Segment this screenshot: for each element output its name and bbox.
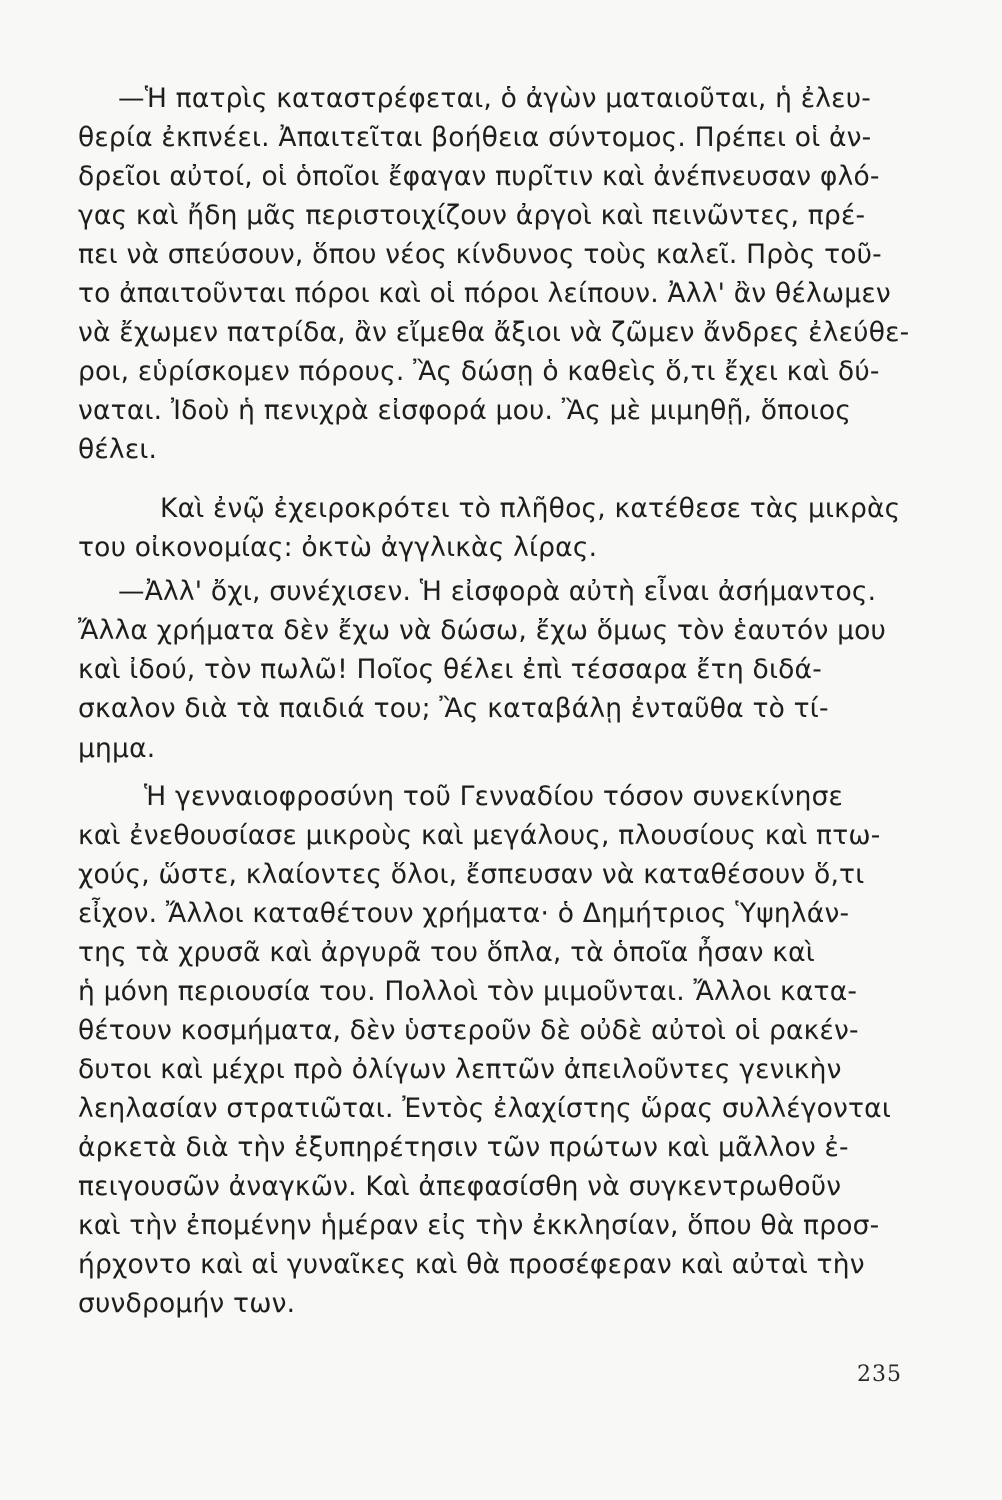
text-line: του οἰκονομίας: ὀκτὼ ἀγγλικὰς λίρας. (78, 532, 598, 563)
text-line: ἀρκετὰ διὰ τὴν ἐξυπηρέτησιν τῶν πρώτων καὶ μᾶλλον ἐ- (78, 1132, 849, 1163)
text-line: θέλει. (78, 434, 158, 465)
text-line: πειγουσῶν ἀναγκῶν. Καὶ ἀπεφασίσθη νὰ συγκεντρωθοῦν (78, 1171, 842, 1202)
text-line: εἶχον. Ἄλλοι καταθέτουν χρήματα· ὁ Δημήτριος Ὑψηλάν- (78, 898, 850, 929)
text-line: θέτουν κοσμήματα, δὲν ὑστεροῦν δὲ οὐδὲ αὐτοὶ οἱ ρακέν- (78, 1015, 859, 1046)
text-line: πει νὰ σπεύσουν, ὅπου νέος κίνδυνος τοὺς καλεῖ. Πρὸς τοῦ- (78, 239, 882, 270)
text-line: Ἄλλα χρήματα δὲν ἔχω νὰ δώσω, ἔχω ὅμως τὸν ἑαυτόν μου (78, 615, 887, 646)
text-line: σκαλον διὰ τὰ παιδιά του; Ἂς καταβάλῃ ἐνταῦθα τὸ τί- (78, 693, 829, 724)
text-line: —Ἡ πατρὶς καταστρέφεται, ὁ ἀγὼν ματαιοῦται, ἡ ἐλευ- (118, 83, 872, 114)
text-line: δρεῖοι αὐτοί, οἱ ὁποῖοι ἔφαγαν πυρῖτιν καὶ ἀνέπνευσαν φλό- (78, 161, 880, 192)
text-line: Ἡ γενναιοφροσύνη τοῦ Γενναδίου τόσον συνεκίνησε (144, 781, 844, 812)
text-line: Καὶ ἐνῷ ἐχειροκρότει τὸ πλῆθος, κατέθεσε τὰς μικρὰς (160, 493, 901, 524)
text-line: καὶ ἰδού, τὸν πωλῶ! Ποῖος θέλει ἐπὶ τέσσαρα ἔτη διδά- (78, 654, 822, 685)
text-line: της τὰ χρυσᾶ καὶ ἀργυρᾶ του ὅπλα, τὰ ὁποῖα ἦσαν καὶ (78, 937, 815, 968)
text-line: λεηλασίαν στρατιῶται. Ἐντὸς ἐλαχίστης ὥρας συλλέγονται (78, 1093, 892, 1124)
text-line: δυτοι καὶ μέχρι πρὸ ὀλίγων λεπτῶν ἀπειλοῦντες γενικὴν (78, 1054, 842, 1085)
text-line: ναται. Ἰδοὺ ἡ πενιχρὰ εἰσφορά μου. Ἂς μὲ μιμηθῇ, ὅποιος (78, 395, 852, 426)
text-line: μημα. (78, 733, 156, 764)
text-line: θερία ἐκπνέει. Ἀπαιτεῖται βοήθεια σύντομος. Πρέπει οἱ ἀν- (78, 122, 872, 153)
text-line: καὶ ἐνεθουσίασε μικροὺς καὶ μεγάλους, πλουσίους καὶ πτω- (78, 820, 881, 851)
text-line: ήρχοντο καὶ αἱ γυναῖκες καὶ θὰ προσέφεραν καὶ αὐταὶ τὴν (78, 1249, 865, 1280)
text-line: γας καὶ ἤδη μᾶς περιστοιχίζουν ἀργοὶ καὶ πεινῶντες, πρέ- (78, 200, 866, 231)
text-line: καὶ τὴν ἐπομένην ἡμέραν εἰς τὴν ἐκκλησίαν, ὅπου θὰ προσ- (78, 1210, 880, 1241)
text-line: το ἀπαιτοῦνται πόροι καὶ οἱ πόροι λείπουν. Ἀλλ' ἂν θέλωμεν (78, 278, 891, 309)
text-line: χούς, ὥστε, κλαίοντες ὅλοι, ἔσπευσαν νὰ καταθέσουν ὅ,τι (78, 859, 865, 890)
page-number: 235 (857, 1362, 902, 1387)
text-line: —Ἀλλ' ὄχι, συνέχισεν. Ἡ εἰσφορὰ αὐτὴ εἶναι ἀσήμαντος. (118, 576, 877, 607)
text-line: ἡ μόνη περιουσία του. Πολλοὶ τὸν μιμοῦνται. Ἄλλοι κατα- (78, 976, 858, 1007)
text-line: νὰ ἔχωμεν πατρίδα, ἂν εἴμεθα ἄξιοι νὰ ζῶμεν ἄνδρες ἐλεύθε- (78, 317, 910, 348)
text-line: ροι, εὑρίσκομεν πόρους. Ἂς δώσῃ ὁ καθεὶς ὅ,τι ἔχει καὶ δύ- (78, 356, 880, 387)
text-line: συνδρομήν των. (78, 1288, 296, 1319)
